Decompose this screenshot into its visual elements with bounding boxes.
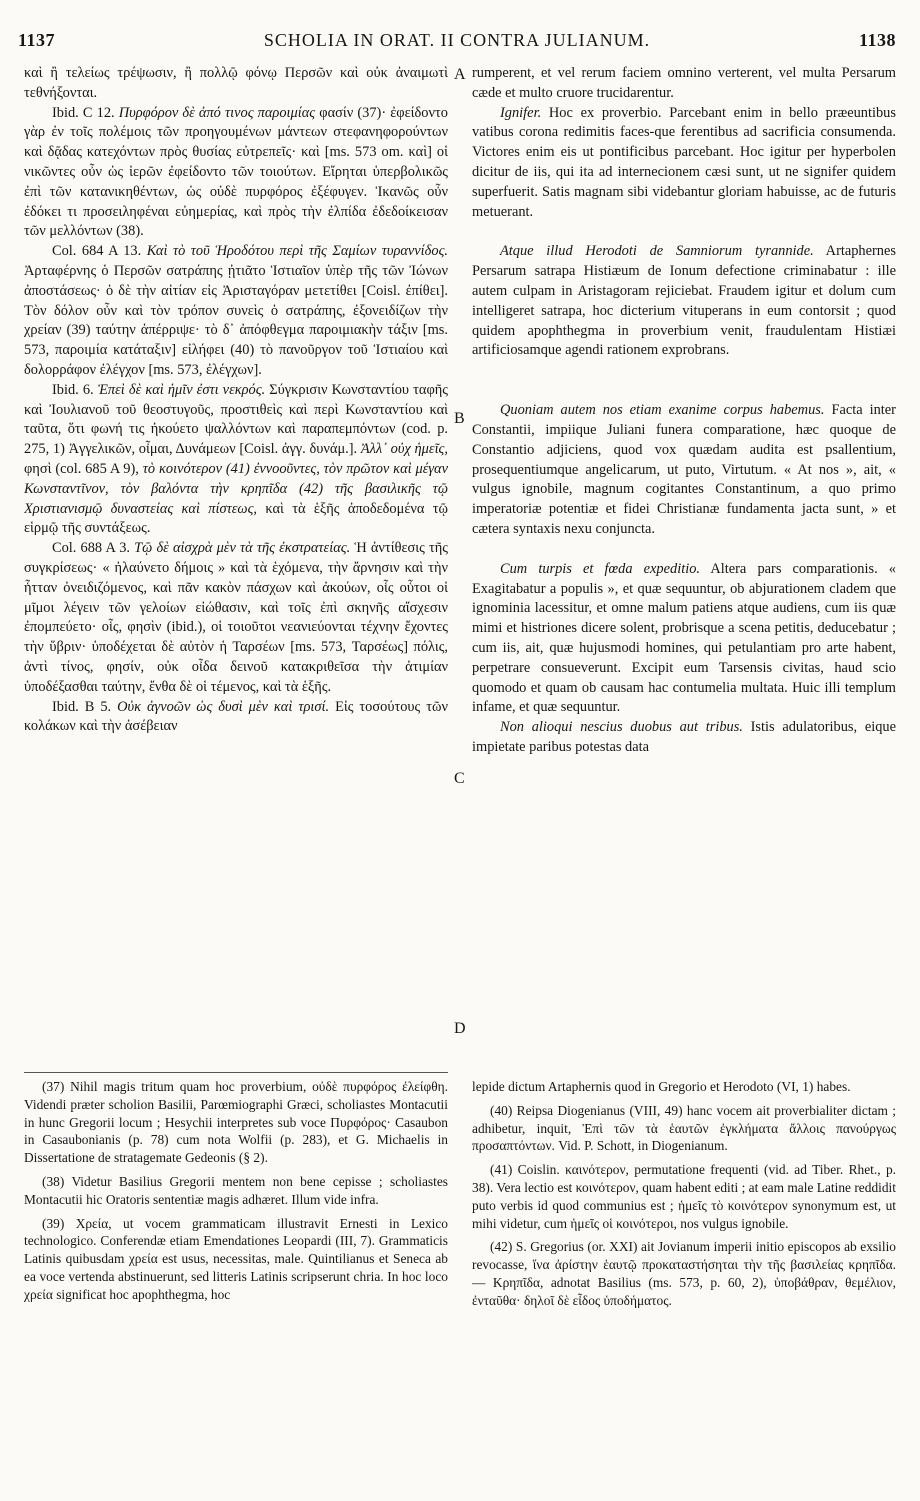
scholion-ref: Col. 684 A 13.: [52, 243, 142, 260]
section-marker-c: C: [454, 770, 465, 787]
greek-scholia-column: [24, 64, 448, 1064]
scholion-ref: Ibid. B 5.: [52, 698, 112, 715]
translation-text: Istis adulatoribus, eique impietate paribus potestas data: [472, 719, 896, 755]
scholion-text: Ἡ ἀντίθεσις τῆς συγκρίσεως· « ἠλαύνετο δήμοις » καὶ τὰ ἑχόμενα, τὴν ἄρνησιν καὶ τὴν ἧτταν ὀνειδιζόμενος, καὶ πᾶν κακὸν πάσχων καὶ ἀκούων, οἷς οὗτοι οἱ μῖμοι λέγειν τῶν γελοίων εἰώθασιν, καὶ τοῖς ἐπὶ σκηνῆς αἴσχεσιν ἐπομπεύετο· οἷς, φησὶν (ibid.), οἱ τοιοῦτοι νεανιεύονται τέχνην ἔχοντες τὴν ὕβριν· ὑποδέχεται δὲ αὐτὸν ἡ Ταρσέων [ms. 573, Ταρσέως] πόλις, ἀντὶ τίνος, φησίν, οὐκ οἶδα δεινοῦ κατακριθεῖσα τὴν ἀτιμίαν ὑποδέξασθαι ταύτην, ἔνθα δὲ οἱ τέμενος, καὶ τὰ ἑξῆς.: [24, 540, 448, 695]
page-number-left: 1137: [18, 30, 56, 50]
scholion-ref: Col. 688 A 3.: [52, 540, 131, 557]
scholion-continuation: καὶ ἢ τελείως τρέψωσιν, ἢ πολλῷ φόνῳ Περσῶν καὶ οὐκ ἀναιμωτὶ τεθνήξονται.: [24, 65, 448, 101]
text-columns: [24, 64, 896, 1064]
scholion-ignifer: [24, 104, 448, 243]
footnote-39: (39) Χρεία, ut vocem grammaticam illustravit Ernesti in Lexico technologico. Conferendæ etiam Emendationes Leopardi (III, 7). Grammaticis Latinis quibusdam χρεία est usus, necessitas, male. Quintilianus et Seneca ab ea voce vertenda abstinuerunt, sed litteris Latinis scripserunt chria. In hoc loco χρεία significat hoc apophthegma, hoc: [24, 1215, 448, 1302]
section-marker-a: A: [454, 66, 466, 83]
translation-lemma: Atque illud Herodoti de Samniorum tyrannide.: [500, 243, 814, 260]
scholion-text: φησὶ (col. 685 A 9),: [24, 460, 139, 477]
scholion-text: Ἀρταφέρνης ὁ Περσῶν σατράπης ᾐτιᾶτο Ἱστιαῖον ὑπὲρ τῆς τῶν Ἰώνων ἀποστάσεως· ὁ δὲ τὴν αἰτίαν εἰς Ἀρισταγόραν μετετίθει [Coisl. ἐπίθει]. Τὸν δόλον οὖν καὶ τὸν τρόπον συνεὶς ὁ σατράπης, ἐξονειδίζων τὴν χρείαν (39) ταύτην ἀπέρριψε· τὸ δ᾽ ἀπόφθεγμα παροιμιακὴν τάξιν [ms. 573, παροιμία κατάταξιν] εἰλήφει (40) τὸ πανοῦργον τοῦ Ἱστιαίου καὶ δολορράφον ἐλέγχον [ms. 573, ἐλέγχων].: [24, 262, 448, 378]
footnote-40: (40) Reipsa Diogenianus (VIII, 49) hanc vocem ait proverbialiter dictam ; adhibetur, inquit, Ἐπὶ τῶν τὰ ἑαυτῶν ἐγκλήματα ἄλλοις πανούργως προσαπτόντων. Vid. P. Schott, in Diogenianum.: [472, 1102, 896, 1154]
translation-lemma: Ignifer.: [500, 104, 542, 121]
translation-lemma: Quoniam autem nos etiam exanime corpus habemus.: [500, 402, 825, 419]
footnote-38: (38) Videtur Basilius Gregorii mentem non bene cepisse ; scholiastes Montacutii hic Oratoris sententiæ magis adhæret. Illum vide infra.: [24, 1173, 448, 1207]
translation-lemma: Non alioqui nescius duobus aut tribus.: [500, 719, 743, 736]
footnote-37: (37) Nihil magis tritum quam hoc proverbium, οὐδὲ πυρφόρος ἐλείφθη. Videndi præter scholion Basilii, Parœmiographi Græci, scholiastes Montacutii in hunc Gregorii locum ; Hesychii interpretes sub voce Πυρφόρος· Casaubon in Casaubonianis (p. 78) cum nota Wolfii (p. 283), et G. Michaelis in Dissertatione de stratagemate Gedeonis (§ 2).: [24, 1079, 448, 1166]
translation-nekros: [472, 401, 896, 540]
scholion-nekros: [24, 381, 448, 539]
scholion-lemma: τὸ κοινότερον (41) ἐννοοῦντες, τὸν πρῶτον καὶ μέγαν Κωνσταντῖνον, τὸν βαλόντα τὴν κρηπῖδα (42) τῆς βασιλικῆς τῷ Χριστιανισμῷ δυναστείας καὶ πίστεως,: [24, 460, 448, 517]
running-header: [18, 30, 896, 54]
scholion-lemma: Τῷ δὲ αἰσχρὰ μὲν τὰ τῆς ἐκστρατείας.: [134, 540, 351, 557]
footnote-rule: [24, 1072, 448, 1073]
scholion-text: καὶ τὰ ἑξῆς ἀποδεδομένα τῷ εἱρμῷ τῆς συντάξεως.: [24, 500, 448, 537]
scholion-text: φασίν (37)· ἐφείδοντο γὰρ ἐν τοῖς πολέμοις τῶν προηγουμένων μάντεων στεφανηφορούντων καὶ δᾷδας κατεχόντων πρὸς θυσίας εὐτρεπεῖς· καὶ [ms. 573 om. καὶ] οἱ νικῶντες οὖν ὡς ἱερῶν ἐφείδοντο τῶν τοιούτων. Εἴρηται ὑπερβολικῶς ἐπὶ τῶν κατανικηθέντων, ὡς οὐδὲ πυρφόρος ἐξέφυγεν. Ἱκανῶς οὖν ἐδόκει τι προσειληφέναι εὐημερίας, καὶ πρὸς τὴν ἐλπίδα ἐδεδοίκεισαν τῶν μελλόντων (38).: [24, 104, 448, 240]
page-number-right: 1138: [858, 30, 896, 50]
translation-continuation: rumperent, et vel rerum faciem omnino verterent, vel multa Persarum cæde et multo cruore trucidarentur.: [472, 65, 896, 101]
section-marker-b: B: [454, 410, 465, 427]
translation-herodotus: [472, 242, 896, 361]
scholion-duobus: [24, 698, 448, 738]
translation-duobus: [472, 718, 896, 758]
translation-expeditio: [472, 560, 896, 718]
footnotes-right-column: [472, 1078, 896, 1490]
translation-text: Hoc ex proverbio. Parcebant enim in bello præeuntibus vatibus corona redimitis faces-que ferentibus ad sacrificia consumenda. Victores enim eis ut pontificibus parcebant. Hoc igitur per hyperbolen dicitur de iis, qui ita ad internecionem cæsi sunt, ut ne signifer quidem superfuerit. Satis magnam sibi videbantur gloriam habuisse, ac de futuris metuerant.: [472, 104, 896, 220]
spacer: [472, 361, 896, 401]
footnote-42: (42) S. Gregorius (or. XXI) ait Jovianum imperii initio episcopos ab exsilio revocasse, ἵνα ἀρίστην ἑαυτῷ προκαταστήσηται τὴν τῆς βασιλείας κρηπῖδα. — Κρηπῖδα, adnotat Basilius (ms. 573, p. 60, 2), ὑποβάθραν, θεμέλιον, ἐνταῦθα· δηλοῖ δὲ εἶδος ὑποδήματος.: [472, 1239, 896, 1308]
scholion-text: Εἰς τοσούτους τῶν κολάκων καὶ τὴν ἀσέβειαν: [24, 698, 448, 735]
scholion-lemma: Καὶ τὸ τοῦ Ἡροδότου περὶ τῆς Σαμίων τυραννίδος.: [146, 243, 448, 260]
spacer: [472, 222, 896, 242]
translation-text: Facta inter Constantii, impiique Juliani funera comparatione, hæc quoque de Constantio adjiciens, quod vox quædam audita est psallentium, prosequentiumque angelicarum, ut puto, Virtutum. « At nos », ait, « vulgus ignobile, magnum cogitantes Constantinum, a quo primo imperatoriæ potentiæ et fidei Christianæ fundamenta jacta sunt, » et cætera syntaxis nexu conjuncta.: [472, 402, 896, 537]
scholion-herodotus: [24, 242, 448, 381]
footnote-41: (41) Coislin. καινότερον, permutatione frequenti (vid. ad Tiber. Rhet., p. 38). Vera lectio est κοινότερον, quam habent editi ; at eam male Latine reddidit puto verbis id quod communius est ; ἡμεῖς τὸ κοινότερον synonymum est, ut mihi videtur, cum ἡμεῖς οἱ κοινότεροι, nos vulgus ignobile.: [472, 1162, 896, 1231]
scholion-text: Σύγκρισιν Κωνσταντίου ταφῆς καὶ Ἰουλιανοῦ τοῦ θεοστυγοῦς, προστιθεὶς καὶ περὶ Κωνσταντίου καὶ ταῦτα, ὅτι φωνή τις ἠκούετο ψαλλόντων καὶ παραπεμπόντων (cod. p. 275, 1) Ἀγγελικῶν, οἶμαι, Δυνάμεων [Coisl. ἀγγ. δυνάμ.].: [24, 381, 448, 458]
translation-text: Altera pars comparationis. « Exagitabatur a populis », et quæ sequuntur, ob abjurationem cladem que ignominia lacessitur, et omne malum patiens atque audiens, cum iis quæ mimi et histriones dicere solent, probrisque a scena petitis, deducebatur ; cum iis, ait, quæ hujusmodi homines, qui petulantiam pro arte habent, perpetrare consueverunt. Excipit eum Tarsensis civitas, haud scio quomodo et quam ob causam hac contumelia multata. Huic illi templum infame, et quæ sequuntur.: [472, 560, 896, 716]
section-marker-d: D: [454, 1020, 466, 1037]
latin-translation-column: [472, 64, 896, 1064]
scholion-expeditio: [24, 539, 448, 697]
scholion-lemma: Οὐκ ἀγνοῶν ὡς δυσὶ μὲν καὶ τρισί.: [117, 698, 330, 715]
scholion-ref: Ibid. 6.: [52, 381, 94, 398]
translation-text: Artaphernes Persarum satrapa Histiæum de Ionum defectione criminabatur : ille autem culpam in Aristagoram rejiciebat. Fraudem igitur et dolum cum intelligeret satrapa, hoc dicterium vituperans in eum contorsit ; quod quidem apophthegma in proverbium venit, fraudulentam Histiæi artificiosamque agendi rationem exprobrans.: [472, 243, 896, 359]
footnotes: [24, 1072, 896, 1492]
translation-lemma: Cum turpis et fœda expeditio.: [500, 560, 701, 577]
spacer: [472, 540, 896, 560]
translation-ignifer: [472, 104, 896, 223]
scholion-ref: Ibid. C 12.: [52, 104, 115, 121]
scholion-lemma: Πυρφόρον δὲ ἀπό τινος παροιμίας: [118, 104, 316, 121]
scholion-lemma: Ἐπεὶ δὲ καὶ ἡμῖν ἐστι νεκρός.: [97, 381, 266, 398]
footnotes-left-column: [24, 1078, 448, 1490]
scholion-lemma: Ἀλλ᾽ οὐχ ἡμεῖς,: [360, 441, 448, 458]
running-title: SCHOLIA IN ORAT. II CONTRA JULIANUM.: [263, 30, 651, 50]
footnote-39-continuation: lepide dictum Artaphernis quod in Gregorio et Herodoto (VI, 1) habes.: [472, 1079, 851, 1094]
